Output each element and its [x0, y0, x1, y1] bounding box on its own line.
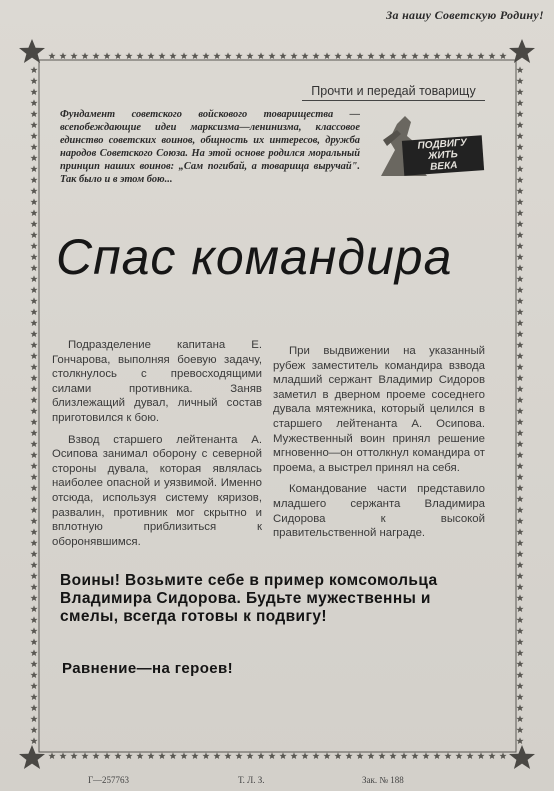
frame-mini-star: [30, 220, 37, 227]
frame-mini-star: [516, 462, 523, 469]
frame-mini-star: [516, 319, 523, 326]
frame-mini-star: [246, 752, 253, 759]
frame-mini-star: [455, 52, 462, 59]
frame-mini-star: [30, 242, 37, 249]
frame-mini-star: [516, 374, 523, 381]
frame-mini-star: [30, 132, 37, 139]
frame-mini-star: [334, 52, 341, 59]
frame-mini-star: [516, 451, 523, 458]
frame-mini-star: [516, 440, 523, 447]
frame-mini-star: [516, 220, 523, 227]
frame-mini-star: [516, 308, 523, 315]
frame-mini-star: [290, 752, 297, 759]
frame-mini-star: [400, 752, 407, 759]
frame-mini-star: [158, 752, 165, 759]
frame-mini-star: [477, 752, 484, 759]
frame-mini-star: [202, 52, 209, 59]
frame-mini-star: [30, 319, 37, 326]
frame-mini-star: [516, 561, 523, 568]
frame-mini-star: [301, 752, 308, 759]
frame-mini-star: [30, 341, 37, 348]
frame-mini-star: [516, 407, 523, 414]
frame-mini-star: [30, 308, 37, 315]
frame-mini-star: [30, 660, 37, 667]
frame-mini-star: [516, 594, 523, 601]
frame-mini-star: [30, 363, 37, 370]
frame-mini-star: [30, 66, 37, 73]
frame-mini-star: [516, 88, 523, 95]
frame-mini-star: [516, 528, 523, 535]
frame-mini-star: [466, 52, 473, 59]
frame-mini-star: [516, 209, 523, 216]
right-paragraph-1: При выдвижении на указанный рубеж заместитель командира взвода младший сержант Владимир Сидоров заметил в дверном проеме соседнего дувала мятежника, который целился в старшего лейтенанта А. Осипова. Мужественный воин принял решение мгновенно—он оттолкнул командира от проема, а выстрел принял на себя.: [273, 345, 485, 474]
frame-mini-star: [345, 52, 352, 59]
frame-mini-star: [30, 209, 37, 216]
imprint-printer: Т. Л. З.: [238, 775, 265, 785]
appeal-text: Воины! Возьмите себе в пример комсомольца Владимира Сидорова. Будьте мужественны и смелы, всегда готовы к подвигу!: [60, 572, 438, 625]
frame-mini-star: [516, 66, 523, 73]
frame-mini-star: [70, 52, 77, 59]
left-paragraph-2: Взвод старшего лейтенанта А. Осипова занимал оборону с северной стороны дувала, которая являлась наиболее опасной и уязвимой. Именно отсюда, используя систему кяризов, развалин, противник мог скрытно и вплотную приблизиться к оборонявшимся.: [52, 433, 262, 548]
frame-mini-star: [81, 52, 88, 59]
frame-mini-star: [30, 198, 37, 205]
frame-mini-star: [114, 52, 121, 59]
frame-mini-star: [516, 297, 523, 304]
frame-mini-star: [30, 352, 37, 359]
frame-mini-star: [30, 275, 37, 282]
frame-mini-star: [158, 52, 165, 59]
frame-mini-star: [30, 616, 37, 623]
frame-mini-star: [268, 52, 275, 59]
frame-mini-star: [516, 187, 523, 194]
frame-mini-star: [422, 752, 429, 759]
frame-mini-star: [444, 752, 451, 759]
frame-mini-star: [433, 52, 440, 59]
frame-mini-star: [516, 286, 523, 293]
frame-mini-star: [30, 649, 37, 656]
right-paragraph-2: Командование части представило младшего сержанта Владимира Сидорова к высокой правительственной награде.: [273, 483, 485, 540]
frame-mini-star: [30, 88, 37, 95]
frame-mini-star: [103, 752, 110, 759]
frame-mini-star: [59, 752, 66, 759]
frame-mini-star: [30, 528, 37, 535]
frame-mini-star: [433, 752, 440, 759]
frame-mini-star: [30, 77, 37, 84]
frame-mini-star: [30, 440, 37, 447]
frame-mini-star: [30, 429, 37, 436]
frame-mini-star: [70, 752, 77, 759]
frame-mini-star: [30, 517, 37, 524]
frame-mini-star: [114, 752, 121, 759]
frame-mini-star: [30, 451, 37, 458]
emblem-caption: [402, 135, 484, 175]
frame-mini-star: [30, 418, 37, 425]
frame-mini-star: [92, 752, 99, 759]
frame-mini-star: [411, 52, 418, 59]
header-slogan: За нашу Советскую Родину!: [386, 8, 544, 22]
frame-mini-star: [356, 52, 363, 59]
frame-mini-star: [30, 286, 37, 293]
frame-mini-star: [30, 638, 37, 645]
frame-mini-star: [257, 752, 264, 759]
frame-mini-star: [136, 752, 143, 759]
left-paragraph-1: Подразделение капитана Е. Гончарова, выполняя боевую задачу, столкнулось с превосходящими силами противника. Заняв близлежащий дувал, личный состав приготовился к бою.: [52, 339, 262, 424]
frame-mini-star: [224, 752, 231, 759]
frame-mini-star: [81, 752, 88, 759]
frame-mini-star: [30, 495, 37, 502]
frame-mini-star: [516, 341, 523, 348]
frame-mini-star: [516, 649, 523, 656]
frame-mini-star: [213, 752, 220, 759]
imprint-code: Г—257763: [88, 775, 129, 785]
frame-mini-star: [516, 132, 523, 139]
emblem: [375, 110, 485, 182]
frame-mini-star: [30, 682, 37, 689]
frame-mini-star: [30, 462, 37, 469]
frame-mini-star: [334, 752, 341, 759]
emblem-line-2: ЖИТЬ: [427, 148, 459, 163]
frame-mini-star: [180, 52, 187, 59]
frame-mini-star: [455, 752, 462, 759]
frame-mini-star: [516, 682, 523, 689]
frame-mini-star: [356, 752, 363, 759]
frame-mini-star: [301, 52, 308, 59]
frame-mini-star: [169, 52, 176, 59]
frame-mini-star: [30, 165, 37, 172]
frame-mini-star: [268, 752, 275, 759]
frame-mini-star: [516, 671, 523, 678]
frame-mini-star: [30, 253, 37, 260]
imprint-order: Зак. № 188: [362, 775, 404, 785]
frame-mini-star: [30, 561, 37, 568]
frame-mini-star: [516, 726, 523, 733]
frame-mini-star: [499, 752, 506, 759]
frame-mini-star: [516, 429, 523, 436]
frame-mini-star: [516, 572, 523, 579]
frame-mini-star: [30, 627, 37, 634]
frame-mini-star: [516, 605, 523, 612]
frame-mini-star: [213, 52, 220, 59]
frame-mini-star: [257, 52, 264, 59]
frame-mini-star: [103, 52, 110, 59]
frame-mini-star: [30, 99, 37, 106]
frame-mini-star: [367, 752, 374, 759]
frame-mini-star: [279, 52, 286, 59]
frame-mini-star: [30, 737, 37, 744]
frame-mini-star: [516, 198, 523, 205]
frame-mini-star: [30, 572, 37, 579]
frame-mini-star: [323, 52, 330, 59]
frame-mini-star: [312, 752, 319, 759]
frame-mini-star: [30, 143, 37, 150]
frame-mini-star: [516, 253, 523, 260]
corner-star-top-right: [509, 39, 535, 63]
frame-mini-star: [516, 121, 523, 128]
emblem-line-1: ПОДВИГУ: [417, 137, 468, 152]
frame-mini-star: [235, 752, 242, 759]
frame-mini-star: [516, 385, 523, 392]
frame-mini-star: [30, 539, 37, 546]
frame-mini-star: [444, 52, 451, 59]
frame-mini-star: [488, 52, 495, 59]
frame-mini-star: [246, 52, 253, 59]
frame-mini-star: [516, 484, 523, 491]
frame-mini-star: [516, 737, 523, 744]
frame-mini-star: [125, 752, 132, 759]
corner-star-top-left: [19, 39, 45, 63]
frame-mini-star: [92, 52, 99, 59]
frame-mini-star: [516, 176, 523, 183]
frame-mini-star: [30, 605, 37, 612]
frame-mini-star: [378, 752, 385, 759]
frame-mini-star: [30, 671, 37, 678]
frame-mini-star: [202, 752, 209, 759]
frame-mini-star: [516, 539, 523, 546]
frame-mini-star: [30, 231, 37, 238]
frame-mini-star: [125, 52, 132, 59]
frame-mini-star: [516, 638, 523, 645]
frame-mini-star: [516, 693, 523, 700]
frame-mini-star: [389, 752, 396, 759]
frame-mini-star: [30, 550, 37, 557]
frame-mini-star: [499, 52, 506, 59]
frame-mini-star: [516, 110, 523, 117]
frame-mini-star: [516, 99, 523, 106]
frame-mini-star: [411, 752, 418, 759]
frame-mini-star: [516, 231, 523, 238]
frame-mini-star: [422, 52, 429, 59]
frame-mini-star: [516, 264, 523, 271]
frame-mini-star: [59, 52, 66, 59]
frame-mini-star: [466, 752, 473, 759]
frame-mini-star: [30, 385, 37, 392]
frame-mini-star: [477, 52, 484, 59]
frame-mini-star: [224, 52, 231, 59]
frame-mini-star: [191, 52, 198, 59]
frame-mini-star: [290, 52, 297, 59]
frame-mini-star: [30, 594, 37, 601]
frame-mini-star: [389, 52, 396, 59]
frame-mini-star: [312, 52, 319, 59]
frame-mini-star: [30, 484, 37, 491]
frame-mini-star: [30, 407, 37, 414]
frame-mini-star: [235, 52, 242, 59]
frame-mini-star: [48, 752, 55, 759]
frame-mini-star: [400, 52, 407, 59]
frame-mini-star: [279, 752, 286, 759]
corner-star-bottom-right: [509, 745, 535, 769]
frame-mini-star: [378, 52, 385, 59]
frame-mini-star: [30, 264, 37, 271]
intro-text: Фундамент советского войскового товарищества — всепобеждающие идеи марксизма—ленинизма, классовое единство советских воинов, общность их интересов, дружба народов Советского Союза. На этой основе родился моральный принцип наших воинов: „Сам погибай, а товарища выручай". Так было и в этом бою...: [60, 109, 360, 185]
frame-mini-star: [48, 52, 55, 59]
frame-mini-star: [30, 506, 37, 513]
frame-mini-star: [30, 726, 37, 733]
frame-mini-star: [516, 715, 523, 722]
headline: Спас командира: [56, 229, 453, 285]
frame-mini-star: [169, 752, 176, 759]
frame-mini-star: [516, 154, 523, 161]
frame-mini-star: [516, 165, 523, 172]
frame-mini-star: [488, 752, 495, 759]
frame-mini-star: [30, 154, 37, 161]
frame-mini-star: [30, 715, 37, 722]
frame-mini-star: [516, 583, 523, 590]
frame-mini-star: [516, 396, 523, 403]
frame-mini-star: [30, 187, 37, 194]
frame-mini-star: [345, 752, 352, 759]
frame-mini-star: [516, 473, 523, 480]
frame-mini-star: [516, 275, 523, 282]
frame-mini-star: [516, 495, 523, 502]
frame-mini-star: [30, 110, 37, 117]
frame-mini-star: [147, 752, 154, 759]
frame-mini-star: [136, 52, 143, 59]
frame-mini-star: [516, 616, 523, 623]
closing-slogan: Равнение—на героев!: [62, 660, 234, 677]
frame-mini-star: [516, 352, 523, 359]
frame-mini-star: [516, 242, 523, 249]
frame-mini-star: [30, 704, 37, 711]
frame-mini-star: [516, 418, 523, 425]
frame-mini-star: [180, 752, 187, 759]
right-column: [273, 344, 485, 548]
frame-mini-star: [191, 752, 198, 759]
frame-mini-star: [30, 583, 37, 590]
frame-mini-star: [30, 176, 37, 183]
frame-mini-star: [516, 363, 523, 370]
frame-mini-star: [30, 121, 37, 128]
frame-mini-star: [30, 330, 37, 337]
frame-mini-star: [516, 143, 523, 150]
frame-mini-star: [516, 660, 523, 667]
frame-mini-star: [516, 506, 523, 513]
frame-mini-star: [323, 752, 330, 759]
frame-mini-star: [30, 374, 37, 381]
frame-mini-star: [516, 77, 523, 84]
left-column: [52, 338, 262, 556]
frame-mini-star: [516, 627, 523, 634]
corner-star-bottom-left: [19, 745, 45, 769]
frame-mini-star: [516, 550, 523, 557]
emblem-line-3: ВЕКА: [429, 160, 458, 173]
pass-on-note: Прочти и передай товарищу: [302, 84, 485, 101]
frame-mini-star: [516, 704, 523, 711]
frame-mini-star: [30, 297, 37, 304]
frame-mini-star: [30, 473, 37, 480]
frame-mini-star: [147, 52, 154, 59]
frame-mini-star: [516, 330, 523, 337]
frame-mini-star: [30, 693, 37, 700]
frame-mini-star: [367, 52, 374, 59]
frame-mini-star: [516, 517, 523, 524]
frame-mini-star: [30, 396, 37, 403]
